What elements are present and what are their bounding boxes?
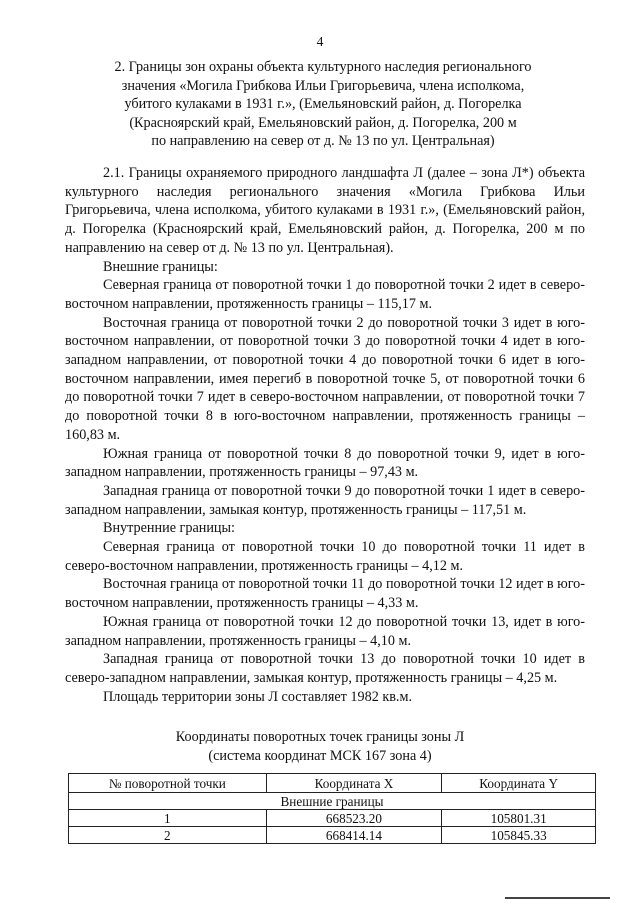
table-header-row	[69, 774, 596, 793]
label-internal-boundaries: Внутренние границы:	[103, 520, 235, 537]
cell-coordinate-x: 668523.20	[266, 810, 442, 827]
table-section-row	[69, 793, 596, 810]
header-coordinate-y: Координата Y	[442, 774, 596, 793]
cell-point-number: 2	[69, 827, 267, 844]
paragraph-inner-west-boundary: Западная граница от поворотной точки 13 до поворотной точки 10 идет в северо-западном направлении, замыкая контур, протяженность границы – 4,25 м.	[65, 651, 585, 686]
table-row	[69, 827, 596, 844]
cell-coordinate-x: 668414.14	[266, 827, 442, 844]
table-caption-subtitle: (система координат МСК 167 зона 4)	[208, 748, 432, 764]
section-heading	[88, 58, 558, 151]
paragraph-south-boundary: Южная граница от поворотной точки 8 до поворотной точки 9, идет в юго-западном направлении, протяженность границы – 97,43 м.	[65, 445, 585, 481]
section-external-boundaries: Внешние границы	[69, 793, 596, 810]
cell-coordinate-y: 105801.31	[442, 810, 596, 827]
paragraph-inner-east-boundary: Восточная граница от поворотной точки 11 до поворотной точки 12 идет в юго-восточном направлении, протяженность границы – 4,33 м.	[65, 576, 585, 612]
heading-line: (Красноярский край, Емельяновский район, д. Погорелка, 200 м	[129, 114, 517, 131]
paragraph-inner-south-boundary: Южная граница от поворотной точки 12 до поворотной точки 13, идет в юго-западном направлении, протяженность границы – 4,10 м.	[65, 613, 585, 649]
paragraph-inner-north-boundary: Северная граница от поворотной точки 10 до поворотной точки 11 идет в северо-восточном направлении, протяженность границы – 4,12 м.	[65, 539, 585, 574]
document-body	[65, 164, 585, 706]
coordinates-table	[68, 773, 596, 844]
cell-coordinate-y: 105845.33	[442, 827, 596, 844]
table-row	[69, 810, 596, 827]
paragraph-west-boundary: Западная граница от поворотной точки 9 до поворотной точки 1 идет в северо-западном направлении, замыкая контур, протяженность границы – 117,51 м.	[65, 482, 585, 518]
heading-line: убитого кулаками в 1931 г.», (Емельяновский район, д. Погорелка	[124, 96, 522, 113]
page-number: 4	[316, 34, 324, 49]
label-external-boundaries: Внешние границы:	[103, 258, 218, 275]
paragraph-north-boundary: Северная граница от поворотной точки 1 до поворотной точки 2 идет в северо-восточном направлении, протяженность границы – 115,17 м.	[65, 277, 585, 312]
table-caption-title: Координаты поворотных точек границы зоны Л	[175, 729, 465, 745]
header-point-number: № поворотной точки	[69, 774, 267, 793]
heading-line: по направлению на север от д. № 13 по ул. Центральная)	[151, 133, 495, 150]
paragraph-area: Площадь территории зоны Л составляет 1982 кв.м.	[103, 688, 413, 705]
cell-point-number: 1	[69, 810, 267, 827]
paragraph-zone-definition: 2.1. Границы охраняемого природного ландшафта Л (далее – зона Л*) объекта культурного наследия регионального значения «Могила Грибкова Ильи Григорьевича, члена исполкома, убитого кулаками в 1931 г.», (Емельяновский район, д. Погорелка (Красноярский край, Емельяновский район, д. Погорелка, 200 м по направлению на север от д. № 13 по ул. Центральная).	[65, 165, 585, 256]
paragraph-east-boundary: Восточная граница от поворотной точки 2 до поворотной точки 3 идет в юго-восточном направлении, от поворотной точки 3 до поворотной точки 4 идет в юго-западном направлении, от поворотной точки 4 до поворотной точки 6 идет в юго-восточном направлении, имея перегиб в поворотной точке 5, от поворотной точки 6 до поворотной точки 7 идет в северо-восточном направлении, от поворотной точки 7 до поворотной точки 8 в юго-восточном направлении, протяженность границы – 160,83 м.	[65, 314, 585, 443]
scan-edge-mark	[505, 897, 610, 899]
table-caption	[0, 728, 640, 766]
heading-line: 2. Границы зон охраны объекта культурного наследия регионального	[114, 59, 532, 75]
heading-line: значения «Могила Грибкова Ильи Григорьевича, члена исполкома,	[121, 77, 525, 94]
header-coordinate-x: Координата X	[266, 774, 442, 793]
